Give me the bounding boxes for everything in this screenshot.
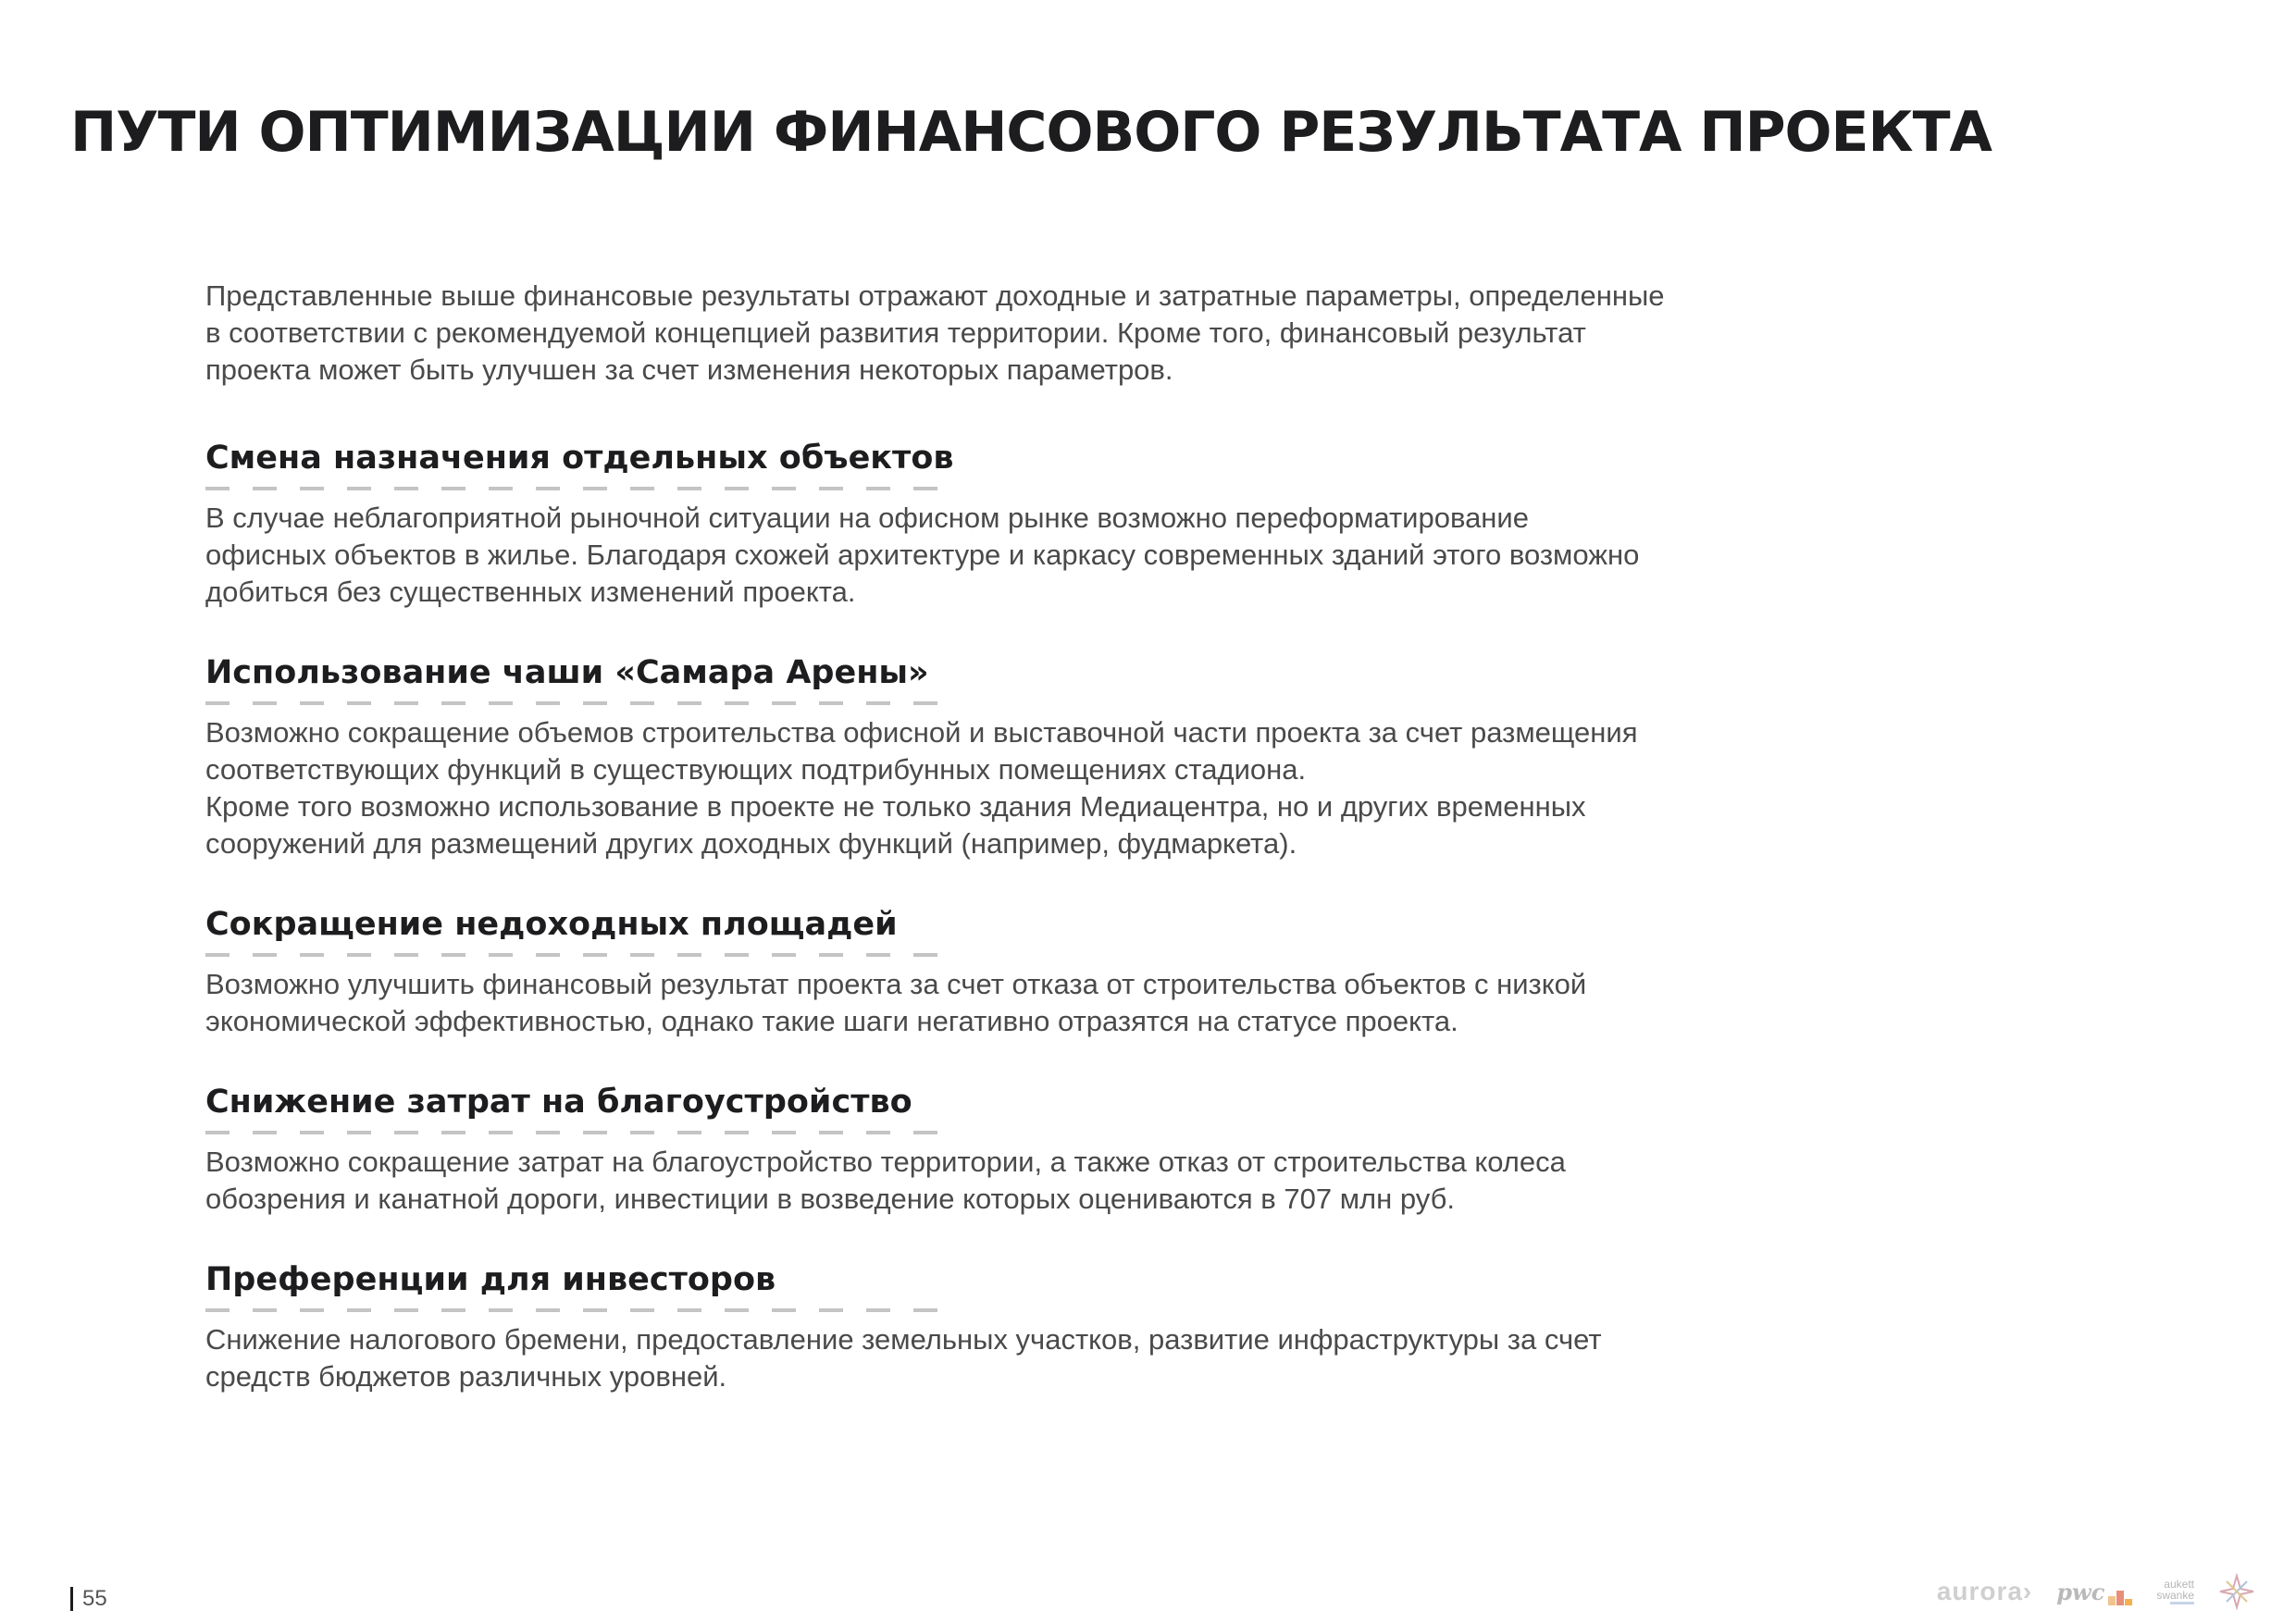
pwc-logo — [2056, 1579, 2132, 1605]
aukett-logo-text: aukett — [2164, 1578, 2194, 1591]
aukett-swanke-logo — [2156, 1579, 2194, 1604]
pwc-logo-blocks — [2108, 1591, 2132, 1605]
section-landscaping-costs — [205, 1081, 1705, 1218]
page-title: ПУТИ ОПТИМИЗАЦИИ ФИНАНСОВОГО РЕЗУЛЬТАТА ПРОЕКТА — [70, 100, 1992, 165]
swanke-logo-text: swanke — [2156, 1589, 2194, 1602]
content-area — [205, 278, 1705, 1436]
dashed-divider — [205, 953, 940, 957]
section-text: Возможно сокращение затрат на благоустройство территории, а также отказ от строительства колеса обозрения и канатной дороги, инвестиции в возведение которых оцениваются в 707 млн руб. — [205, 1146, 1566, 1215]
section-text: Возможно сокращение объемов строительства офисной и выставочной части проекта за счет размещения соответствующих функций в существующих подтрибунных помещениях стадиона. Кроме того возможно использование в проекте не только здания Медиацентра, но и других временных сооружений для размещений других доходных функций (например, фудмаркета). — [205, 716, 1638, 860]
pwc-block — [2108, 1596, 2116, 1605]
dashed-divider — [205, 1308, 940, 1312]
partner-logos — [1937, 1573, 2255, 1610]
intro-paragraph: Представленные выше финансовые результаты отражают доходные и затратные параметры, определенные в соответствии с рекомендуемой концепцией развития территории. Кроме того, финансовый результат проекта может быть улучшен за счет изменения некоторых параметров. — [205, 279, 1665, 386]
section-title: Снижение затрат на благоустройство — [205, 1084, 912, 1121]
pwc-logo-text: pwc — [2056, 1578, 2105, 1605]
page-number — [70, 1586, 107, 1612]
dashed-divider — [205, 1131, 940, 1134]
pwc-block — [2116, 1591, 2124, 1605]
pwc-block — [2125, 1599, 2132, 1605]
section-title: Использование чаши «Самара Арены» — [205, 654, 929, 691]
section-title: Преференции для инвесторов — [205, 1261, 776, 1298]
aurora-logo: aurora› — [1936, 1577, 2033, 1605]
section-investor-preferences — [205, 1258, 1705, 1395]
section-repurpose — [205, 437, 1705, 611]
section-title: Смена назначения отдельных объектов — [205, 440, 954, 477]
dashed-divider — [205, 701, 940, 705]
section-text: Возможно улучшить финансовый результат проекта за счет отказа от строительства объектов с низкой экономической эффективностью, однако такие шаги негативно отразятся на статусе проекта. — [205, 968, 1587, 1037]
section-text: В случае неблагоприятной рыночной ситуации на офисном рынке возможно переформатирование офисных объектов в жилье. Благодаря схожей архитектуре и каркасу современных зданий этого возможно добиться без существенных изменений проекта. — [205, 502, 1640, 608]
page-number-bar — [70, 1587, 73, 1611]
aukett-logo-stripe — [2170, 1602, 2194, 1604]
dashed-divider — [205, 487, 940, 490]
section-arena — [205, 651, 1705, 862]
section-text: Снижение налогового бремени, предоставление земельных участков, развитие инфраструктуры за счет средств бюджетов различных уровней. — [205, 1323, 1602, 1393]
star-logo-icon — [2218, 1573, 2255, 1610]
page-number-label: 55 — [82, 1586, 107, 1611]
section-non-income-areas — [205, 903, 1705, 1040]
section-title: Сокращение недоходных площадей — [205, 906, 898, 943]
